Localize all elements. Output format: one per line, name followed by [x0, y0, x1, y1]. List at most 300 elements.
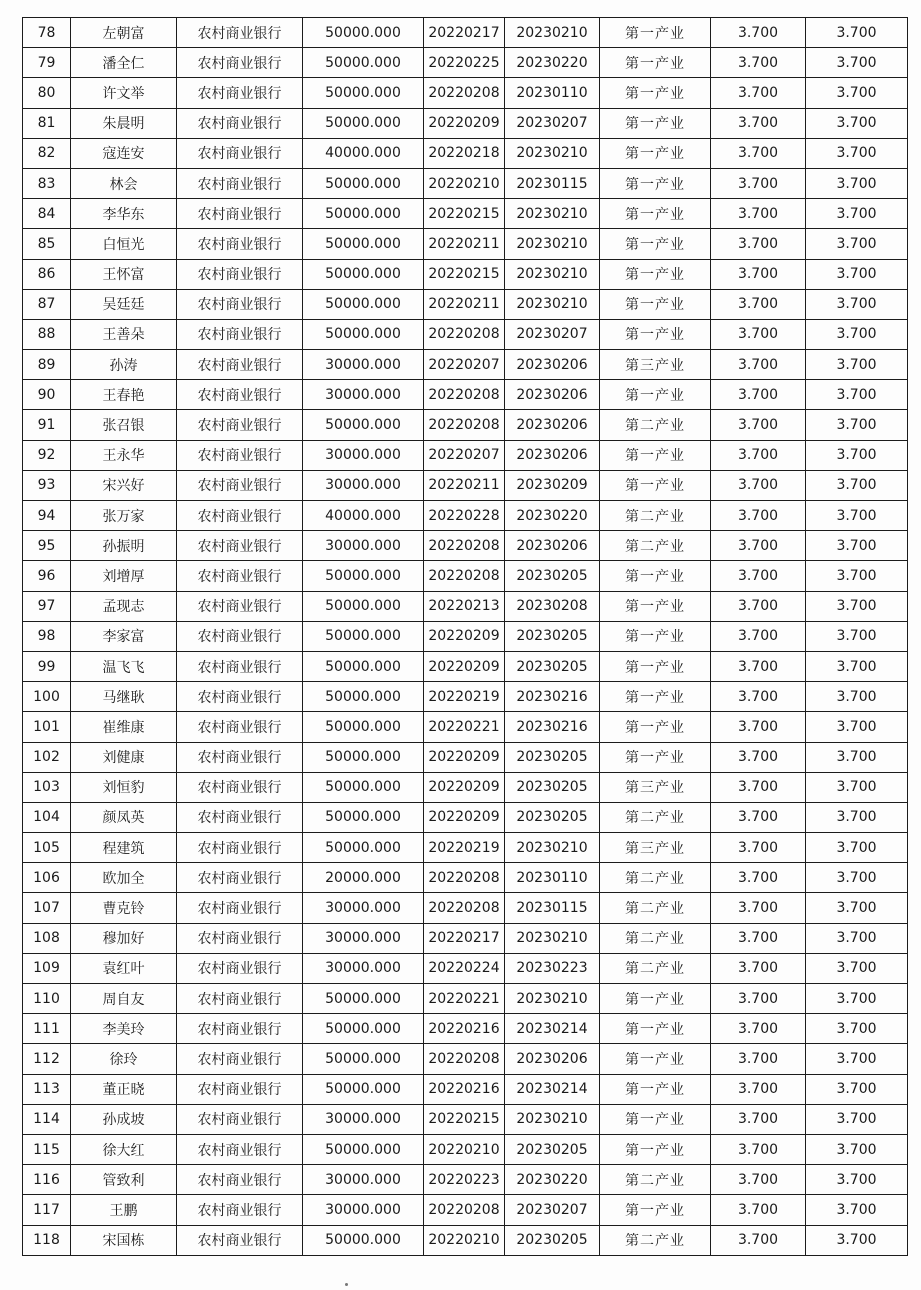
- borrower-name-cell: 寇连安: [71, 138, 177, 168]
- rate-b-cell: 3.700: [806, 742, 908, 772]
- borrower-name-cell: 孟现志: [71, 591, 177, 621]
- rate-b-cell: 3.700: [806, 1104, 908, 1134]
- table-row: [23, 984, 908, 1014]
- borrower-name-cell: 刘健康: [71, 742, 177, 772]
- table-row: [23, 802, 908, 832]
- rate-b-cell: 3.700: [806, 199, 908, 229]
- table-row: [23, 651, 908, 681]
- borrower-name-cell: 欧加全: [71, 863, 177, 893]
- end-date-cell: 20230205: [505, 772, 600, 802]
- table-row: [23, 440, 908, 470]
- loan-amount-cell: 30000.000: [303, 1165, 424, 1195]
- borrower-name-cell: 刘增厚: [71, 561, 177, 591]
- end-date-cell: 20230210: [505, 1104, 600, 1134]
- end-date-cell: 20230220: [505, 1165, 600, 1195]
- start-date-cell: 20220209: [424, 621, 505, 651]
- start-date-cell: 20220210: [424, 168, 505, 198]
- industry-cell: 第一产业: [600, 651, 711, 681]
- row-number-cell: 84: [23, 199, 71, 229]
- industry-cell: 第一产业: [600, 380, 711, 410]
- industry-cell: 第一产业: [600, 470, 711, 500]
- loan-amount-cell: 40000.000: [303, 138, 424, 168]
- start-date-cell: 20220208: [424, 561, 505, 591]
- industry-cell: 第一产业: [600, 199, 711, 229]
- end-date-cell: 20230208: [505, 591, 600, 621]
- start-date-cell: 20220208: [424, 78, 505, 108]
- borrower-name-cell: 温飞飞: [71, 651, 177, 681]
- end-date-cell: 20230223: [505, 953, 600, 983]
- industry-cell: 第一产业: [600, 259, 711, 289]
- bank-name-cell: 农村商业银行: [177, 893, 303, 923]
- row-number-cell: 97: [23, 591, 71, 621]
- start-date-cell: 20220211: [424, 470, 505, 500]
- start-date-cell: 20220209: [424, 108, 505, 138]
- bank-name-cell: 农村商业银行: [177, 470, 303, 500]
- table-row: [23, 923, 908, 953]
- scan-speck: [345, 1283, 348, 1286]
- start-date-cell: 20220208: [424, 863, 505, 893]
- rate-a-cell: 3.700: [711, 621, 806, 651]
- loan-amount-cell: 50000.000: [303, 289, 424, 319]
- table-row: [23, 138, 908, 168]
- table-row: [23, 289, 908, 319]
- rate-b-cell: 3.700: [806, 984, 908, 1014]
- table-row: [23, 501, 908, 531]
- table-row: [23, 48, 908, 78]
- table-row: [23, 591, 908, 621]
- rate-b-cell: 3.700: [806, 953, 908, 983]
- bank-name-cell: 农村商业银行: [177, 953, 303, 983]
- table-row: [23, 1134, 908, 1164]
- start-date-cell: 20220211: [424, 229, 505, 259]
- borrower-name-cell: 李家富: [71, 621, 177, 651]
- industry-cell: 第一产业: [600, 742, 711, 772]
- bank-name-cell: 农村商业银行: [177, 259, 303, 289]
- industry-cell: 第一产业: [600, 48, 711, 78]
- loan-amount-cell: 20000.000: [303, 863, 424, 893]
- borrower-name-cell: 李美玲: [71, 1014, 177, 1044]
- rate-b-cell: 3.700: [806, 168, 908, 198]
- bank-name-cell: 农村商业银行: [177, 78, 303, 108]
- table-row: [23, 410, 908, 440]
- end-date-cell: 20230206: [505, 410, 600, 440]
- borrower-name-cell: 王鹏: [71, 1195, 177, 1225]
- loan-amount-cell: 30000.000: [303, 470, 424, 500]
- industry-cell: 第一产业: [600, 18, 711, 48]
- row-number-cell: 111: [23, 1014, 71, 1044]
- industry-cell: 第一产业: [600, 712, 711, 742]
- loan-amount-cell: 30000.000: [303, 893, 424, 923]
- start-date-cell: 20220208: [424, 380, 505, 410]
- borrower-name-cell: 程建筑: [71, 833, 177, 863]
- industry-cell: 第一产业: [600, 1044, 711, 1074]
- row-number-cell: 101: [23, 712, 71, 742]
- row-number-cell: 89: [23, 350, 71, 380]
- end-date-cell: 20230210: [505, 289, 600, 319]
- industry-cell: 第三产业: [600, 833, 711, 863]
- end-date-cell: 20230207: [505, 1195, 600, 1225]
- borrower-name-cell: 刘恒豹: [71, 772, 177, 802]
- rate-a-cell: 3.700: [711, 501, 806, 531]
- start-date-cell: 20220210: [424, 1134, 505, 1164]
- start-date-cell: 20220218: [424, 138, 505, 168]
- start-date-cell: 20220208: [424, 531, 505, 561]
- start-date-cell: 20220217: [424, 18, 505, 48]
- rate-a-cell: 3.700: [711, 833, 806, 863]
- borrower-name-cell: 张万家: [71, 501, 177, 531]
- rate-a-cell: 3.700: [711, 380, 806, 410]
- row-number-cell: 83: [23, 168, 71, 198]
- table-row: [23, 108, 908, 138]
- bank-name-cell: 农村商业银行: [177, 712, 303, 742]
- end-date-cell: 20230216: [505, 712, 600, 742]
- borrower-name-cell: 徐玲: [71, 1044, 177, 1074]
- start-date-cell: 20220208: [424, 410, 505, 440]
- industry-cell: 第一产业: [600, 682, 711, 712]
- end-date-cell: 20230214: [505, 1014, 600, 1044]
- industry-cell: 第一产业: [600, 78, 711, 108]
- table-row: [23, 742, 908, 772]
- bank-name-cell: 农村商业银行: [177, 410, 303, 440]
- end-date-cell: 20230207: [505, 108, 600, 138]
- row-number-cell: 117: [23, 1195, 71, 1225]
- rate-b-cell: 3.700: [806, 380, 908, 410]
- rate-a-cell: 3.700: [711, 863, 806, 893]
- end-date-cell: 20230205: [505, 742, 600, 772]
- industry-cell: 第一产业: [600, 561, 711, 591]
- loan-amount-cell: 50000.000: [303, 229, 424, 259]
- table-row: [23, 833, 908, 863]
- end-date-cell: 20230210: [505, 984, 600, 1014]
- loan-amount-cell: 50000.000: [303, 199, 424, 229]
- bank-name-cell: 农村商业银行: [177, 1225, 303, 1255]
- bank-name-cell: 农村商业银行: [177, 651, 303, 681]
- bank-name-cell: 农村商业银行: [177, 863, 303, 893]
- bank-name-cell: 农村商业银行: [177, 682, 303, 712]
- loan-amount-cell: 50000.000: [303, 1074, 424, 1104]
- borrower-name-cell: 曹克铃: [71, 893, 177, 923]
- rate-a-cell: 3.700: [711, 319, 806, 349]
- bank-name-cell: 农村商业银行: [177, 229, 303, 259]
- loan-amount-cell: 50000.000: [303, 802, 424, 832]
- bank-name-cell: 农村商业银行: [177, 1134, 303, 1164]
- borrower-name-cell: 王怀富: [71, 259, 177, 289]
- row-number-cell: 78: [23, 18, 71, 48]
- end-date-cell: 20230210: [505, 18, 600, 48]
- end-date-cell: 20230206: [505, 531, 600, 561]
- row-number-cell: 112: [23, 1044, 71, 1074]
- rate-b-cell: 3.700: [806, 1044, 908, 1074]
- end-date-cell: 20230220: [505, 48, 600, 78]
- industry-cell: 第一产业: [600, 1195, 711, 1225]
- rate-a-cell: 3.700: [711, 591, 806, 621]
- row-number-cell: 79: [23, 48, 71, 78]
- borrower-name-cell: 徐大红: [71, 1134, 177, 1164]
- rate-b-cell: 3.700: [806, 1134, 908, 1164]
- start-date-cell: 20220215: [424, 1104, 505, 1134]
- rate-a-cell: 3.700: [711, 48, 806, 78]
- loan-amount-cell: 50000.000: [303, 1134, 424, 1164]
- borrower-name-cell: 林会: [71, 168, 177, 198]
- rate-b-cell: 3.700: [806, 712, 908, 742]
- rate-b-cell: 3.700: [806, 229, 908, 259]
- rate-b-cell: 3.700: [806, 350, 908, 380]
- rate-a-cell: 3.700: [711, 953, 806, 983]
- borrower-name-cell: 宋兴好: [71, 470, 177, 500]
- rate-b-cell: 3.700: [806, 591, 908, 621]
- start-date-cell: 20220211: [424, 289, 505, 319]
- rate-b-cell: 3.700: [806, 682, 908, 712]
- start-date-cell: 20220208: [424, 1195, 505, 1225]
- table-row: [23, 1044, 908, 1074]
- table-row: [23, 199, 908, 229]
- borrower-name-cell: 周自友: [71, 984, 177, 1014]
- row-number-cell: 107: [23, 893, 71, 923]
- start-date-cell: 20220208: [424, 319, 505, 349]
- rate-a-cell: 3.700: [711, 893, 806, 923]
- loan-amount-cell: 50000.000: [303, 18, 424, 48]
- borrower-name-cell: 王永华: [71, 440, 177, 470]
- start-date-cell: 20220216: [424, 1074, 505, 1104]
- bank-name-cell: 农村商业银行: [177, 772, 303, 802]
- industry-cell: 第一产业: [600, 108, 711, 138]
- table-row: [23, 772, 908, 802]
- end-date-cell: 20230209: [505, 470, 600, 500]
- rate-a-cell: 3.700: [711, 440, 806, 470]
- loan-amount-cell: 50000.000: [303, 410, 424, 440]
- bank-name-cell: 农村商业银行: [177, 742, 303, 772]
- rate-a-cell: 3.700: [711, 651, 806, 681]
- loan-amount-cell: 30000.000: [303, 923, 424, 953]
- rate-a-cell: 3.700: [711, 1195, 806, 1225]
- industry-cell: 第一产业: [600, 229, 711, 259]
- rate-b-cell: 3.700: [806, 501, 908, 531]
- row-number-cell: 115: [23, 1134, 71, 1164]
- bank-name-cell: 农村商业银行: [177, 1044, 303, 1074]
- start-date-cell: 20220208: [424, 893, 505, 923]
- row-number-cell: 100: [23, 682, 71, 712]
- rate-b-cell: 3.700: [806, 440, 908, 470]
- row-number-cell: 90: [23, 380, 71, 410]
- end-date-cell: 20230205: [505, 651, 600, 681]
- borrower-name-cell: 左朝富: [71, 18, 177, 48]
- start-date-cell: 20220219: [424, 682, 505, 712]
- loan-amount-cell: 50000.000: [303, 712, 424, 742]
- borrower-name-cell: 孙振明: [71, 531, 177, 561]
- start-date-cell: 20220213: [424, 591, 505, 621]
- table-row: [23, 1195, 908, 1225]
- start-date-cell: 20220228: [424, 501, 505, 531]
- start-date-cell: 20220225: [424, 48, 505, 78]
- rate-a-cell: 3.700: [711, 470, 806, 500]
- end-date-cell: 20230206: [505, 350, 600, 380]
- end-date-cell: 20230110: [505, 863, 600, 893]
- loan-amount-cell: 50000.000: [303, 1014, 424, 1044]
- bank-name-cell: 农村商业银行: [177, 18, 303, 48]
- end-date-cell: 20230210: [505, 229, 600, 259]
- rate-b-cell: 3.700: [806, 48, 908, 78]
- rate-b-cell: 3.700: [806, 410, 908, 440]
- borrower-name-cell: 白恒光: [71, 229, 177, 259]
- rate-b-cell: 3.700: [806, 319, 908, 349]
- rate-a-cell: 3.700: [711, 984, 806, 1014]
- end-date-cell: 20230206: [505, 380, 600, 410]
- table-row: [23, 259, 908, 289]
- row-number-cell: 93: [23, 470, 71, 500]
- rate-a-cell: 3.700: [711, 199, 806, 229]
- table-row: [23, 561, 908, 591]
- borrower-name-cell: 张召银: [71, 410, 177, 440]
- industry-cell: 第一产业: [600, 1074, 711, 1104]
- bank-name-cell: 农村商业银行: [177, 108, 303, 138]
- bank-name-cell: 农村商业银行: [177, 984, 303, 1014]
- rate-a-cell: 3.700: [711, 923, 806, 953]
- start-date-cell: 20220217: [424, 923, 505, 953]
- start-date-cell: 20220210: [424, 1225, 505, 1255]
- table-row: [23, 168, 908, 198]
- loan-amount-cell: 30000.000: [303, 1195, 424, 1225]
- start-date-cell: 20220216: [424, 1014, 505, 1044]
- end-date-cell: 20230205: [505, 561, 600, 591]
- rate-b-cell: 3.700: [806, 1165, 908, 1195]
- end-date-cell: 20230216: [505, 682, 600, 712]
- rate-a-cell: 3.700: [711, 108, 806, 138]
- loan-amount-cell: 50000.000: [303, 108, 424, 138]
- rate-a-cell: 3.700: [711, 531, 806, 561]
- row-number-cell: 108: [23, 923, 71, 953]
- start-date-cell: 20220209: [424, 651, 505, 681]
- row-number-cell: 116: [23, 1165, 71, 1195]
- industry-cell: 第一产业: [600, 984, 711, 1014]
- loan-amount-cell: 50000.000: [303, 742, 424, 772]
- table-row: [23, 1165, 908, 1195]
- bank-name-cell: 农村商业银行: [177, 923, 303, 953]
- rate-b-cell: 3.700: [806, 863, 908, 893]
- industry-cell: 第一产业: [600, 440, 711, 470]
- loan-amount-cell: 30000.000: [303, 350, 424, 380]
- start-date-cell: 20220219: [424, 833, 505, 863]
- loan-amount-cell: 50000.000: [303, 48, 424, 78]
- table-row: [23, 229, 908, 259]
- bank-name-cell: 农村商业银行: [177, 380, 303, 410]
- loan-amount-cell: 50000.000: [303, 1044, 424, 1074]
- rate-a-cell: 3.700: [711, 78, 806, 108]
- rate-b-cell: 3.700: [806, 1074, 908, 1104]
- row-number-cell: 92: [23, 440, 71, 470]
- loan-amount-cell: 50000.000: [303, 591, 424, 621]
- bank-name-cell: 农村商业银行: [177, 531, 303, 561]
- end-date-cell: 20230205: [505, 1134, 600, 1164]
- end-date-cell: 20230205: [505, 802, 600, 832]
- row-number-cell: 80: [23, 78, 71, 108]
- rate-a-cell: 3.700: [711, 712, 806, 742]
- bank-name-cell: 农村商业银行: [177, 168, 303, 198]
- industry-cell: 第二产业: [600, 1225, 711, 1255]
- start-date-cell: 20220215: [424, 259, 505, 289]
- borrower-name-cell: 董正晓: [71, 1074, 177, 1104]
- end-date-cell: 20230210: [505, 833, 600, 863]
- rate-b-cell: 3.700: [806, 18, 908, 48]
- industry-cell: 第二产业: [600, 802, 711, 832]
- bank-name-cell: 农村商业银行: [177, 440, 303, 470]
- row-number-cell: 114: [23, 1104, 71, 1134]
- rate-a-cell: 3.700: [711, 561, 806, 591]
- rate-a-cell: 3.700: [711, 1104, 806, 1134]
- borrower-name-cell: 马继耿: [71, 682, 177, 712]
- end-date-cell: 20230115: [505, 168, 600, 198]
- rate-a-cell: 3.700: [711, 1134, 806, 1164]
- borrower-name-cell: 王善朵: [71, 319, 177, 349]
- borrower-name-cell: 管致利: [71, 1165, 177, 1195]
- row-number-cell: 113: [23, 1074, 71, 1104]
- table-row: [23, 953, 908, 983]
- row-number-cell: 82: [23, 138, 71, 168]
- borrower-name-cell: 颜凤英: [71, 802, 177, 832]
- table-row: [23, 621, 908, 651]
- rate-b-cell: 3.700: [806, 470, 908, 500]
- row-number-cell: 104: [23, 802, 71, 832]
- rate-a-cell: 3.700: [711, 802, 806, 832]
- rate-b-cell: 3.700: [806, 289, 908, 319]
- start-date-cell: 20220224: [424, 953, 505, 983]
- rate-b-cell: 3.700: [806, 651, 908, 681]
- table-row: [23, 682, 908, 712]
- table-row: [23, 78, 908, 108]
- loan-amount-cell: 30000.000: [303, 1104, 424, 1134]
- industry-cell: 第一产业: [600, 1014, 711, 1044]
- borrower-name-cell: 孙涛: [71, 350, 177, 380]
- borrower-name-cell: 宋国栋: [71, 1225, 177, 1255]
- row-number-cell: 94: [23, 501, 71, 531]
- rate-b-cell: 3.700: [806, 1014, 908, 1044]
- rate-b-cell: 3.700: [806, 772, 908, 802]
- rate-a-cell: 3.700: [711, 772, 806, 802]
- rate-b-cell: 3.700: [806, 531, 908, 561]
- bank-name-cell: 农村商业银行: [177, 1014, 303, 1044]
- borrower-name-cell: 许文举: [71, 78, 177, 108]
- rate-a-cell: 3.700: [711, 410, 806, 440]
- table-row: [23, 712, 908, 742]
- start-date-cell: 20220207: [424, 350, 505, 380]
- row-number-cell: 106: [23, 863, 71, 893]
- bank-name-cell: 农村商业银行: [177, 802, 303, 832]
- industry-cell: 第二产业: [600, 953, 711, 983]
- rate-b-cell: 3.700: [806, 893, 908, 923]
- rate-a-cell: 3.700: [711, 1014, 806, 1044]
- industry-cell: 第二产业: [600, 863, 711, 893]
- row-number-cell: 103: [23, 772, 71, 802]
- bank-name-cell: 农村商业银行: [177, 591, 303, 621]
- loan-amount-cell: 30000.000: [303, 440, 424, 470]
- industry-cell: 第三产业: [600, 350, 711, 380]
- table-row: [23, 1074, 908, 1104]
- rate-b-cell: 3.700: [806, 833, 908, 863]
- start-date-cell: 20220209: [424, 742, 505, 772]
- industry-cell: 第二产业: [600, 893, 711, 923]
- row-number-cell: 105: [23, 833, 71, 863]
- row-number-cell: 95: [23, 531, 71, 561]
- industry-cell: 第二产业: [600, 501, 711, 531]
- rate-b-cell: 3.700: [806, 78, 908, 108]
- borrower-name-cell: 孙成坡: [71, 1104, 177, 1134]
- loan-amount-cell: 30000.000: [303, 531, 424, 561]
- bank-name-cell: 农村商业银行: [177, 833, 303, 863]
- industry-cell: 第三产业: [600, 772, 711, 802]
- loan-amount-cell: 50000.000: [303, 621, 424, 651]
- start-date-cell: 20220221: [424, 984, 505, 1014]
- bank-name-cell: 农村商业银行: [177, 1104, 303, 1134]
- loan-amount-cell: 50000.000: [303, 561, 424, 591]
